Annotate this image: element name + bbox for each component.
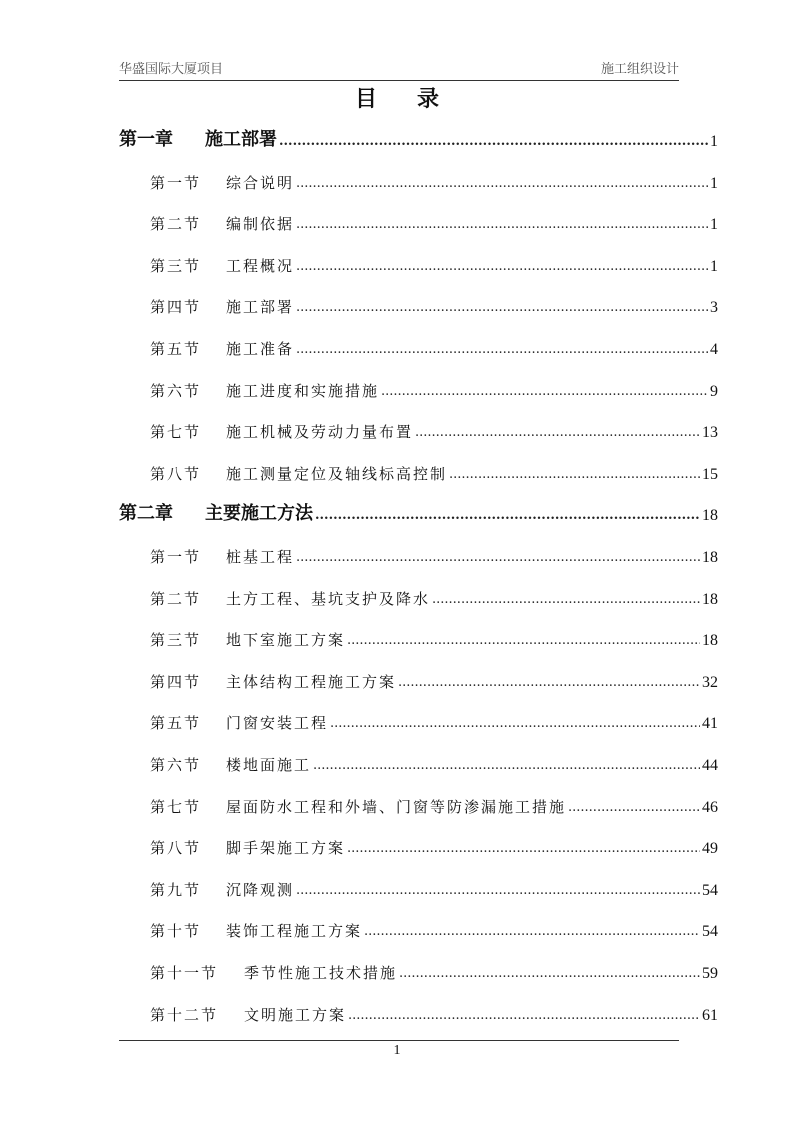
toc-entry-title: 土方工程、基坑支护及降水 [226,589,431,608]
toc-dot-leader [296,218,708,234]
toc-entry-number: 第十一节 [150,964,219,982]
toc-dot-leader [348,1009,700,1025]
toc-dot-leader [347,634,700,650]
toc-entry-page: 54 [702,881,718,899]
toc-chapter-entry[interactable] [119,499,718,525]
toc-dot-leader [330,717,700,733]
toc-entry-number: 第六节 [150,381,202,400]
toc-dot-leader [381,385,708,401]
toc-entry-title: 施工测量定位及轴线标高控制 [226,464,448,483]
toc-entry-title: 施工机械及劳动力量布置 [226,423,414,442]
toc-section-entry[interactable] [150,375,718,401]
toc-section-entry[interactable] [150,666,718,692]
toc-section-entry[interactable] [150,874,718,900]
toc-entry-number: 第八节 [150,464,202,483]
toc-entry-page: 44 [702,757,718,774]
toc-entry-page: 3 [710,299,718,317]
toc-title: 目录 [354,86,479,112]
toc-entry-title: 装饰工程施工方案 [226,922,363,941]
toc-dot-leader [296,301,708,317]
toc-entry-number: 第二章 [119,503,173,525]
header-document-type: 施工组织设计 [600,62,679,77]
toc-dot-leader [449,468,700,484]
toc-entry-number: 第五节 [150,340,202,358]
toc-dot-leader [313,759,700,775]
toc-entry-page: 18 [702,549,718,566]
toc-entry-page: 54 [702,923,718,941]
toc-dot-leader [364,925,700,941]
toc-entry-title: 主体结构工程施工方案 [226,672,397,691]
toc-dot-leader [415,426,700,442]
footer-divider [119,1040,679,1041]
toc-entry-number: 第九节 [150,880,202,899]
toc-entry-number: 第三节 [150,631,202,650]
toc-entry-title: 楼地面施工 [226,756,312,774]
toc-entry-title: 主要施工方法 [205,503,313,525]
toc-section-entry[interactable] [150,208,718,234]
toc-entry-title: 文明施工方案 [244,1005,347,1024]
toc-dot-leader [279,135,708,151]
toc-entry-number: 第七节 [150,423,202,442]
toc-entry-title: 地下室施工方案 [226,631,346,650]
toc-entry-number: 第一章 [119,129,173,150]
toc-dot-leader [347,842,700,858]
toc-entry-page: 46 [702,798,718,816]
toc-entry-page: 1 [710,257,718,275]
toc-entry-number: 第一节 [150,173,202,192]
toc-entry-number: 第四节 [150,298,202,317]
toc-entry-title: 桩基工程 [226,548,295,566]
toc-section-entry[interactable] [150,999,718,1025]
toc-dot-leader [398,676,700,692]
toc-dot-leader [296,551,700,567]
toc-section-entry[interactable] [150,541,718,567]
toc-entry-number: 第二节 [150,215,202,234]
toc-entry-page: 4 [710,341,718,358]
toc-entry-number: 第十节 [150,922,202,941]
toc-chapter-entry[interactable] [119,125,718,151]
toc-section-entry[interactable] [150,832,718,858]
toc-section-entry[interactable] [150,707,718,733]
toc-entry-title: 屋面防水工程和外墙、门窗等防渗漏施工措施 [226,797,567,816]
toc-entry-number: 第十二节 [150,1005,219,1024]
toc-entry-page: 32 [702,673,718,691]
toc-section-entry[interactable] [150,291,718,317]
toc-section-entry[interactable] [150,333,718,359]
toc-entry-title: 综合说明 [226,173,295,192]
toc-dot-leader [399,967,700,983]
toc-dot-leader [296,343,708,359]
toc-section-entry[interactable] [150,250,718,276]
toc-entry-page: 9 [710,382,718,400]
toc-entry-page: 1 [710,133,718,150]
toc-section-entry[interactable] [150,458,718,484]
toc-entry-page: 15 [702,465,718,483]
toc-section-entry[interactable] [150,915,718,941]
toc-entry-number: 第三节 [150,256,202,275]
toc-entry-title: 施工进度和实施措施 [226,381,380,400]
toc-dot-leader [296,884,700,900]
toc-entry-number: 第四节 [150,672,202,691]
toc-entry-page: 18 [702,507,718,525]
toc-section-entry[interactable] [150,791,718,817]
toc-dot-leader [296,177,708,193]
toc-entry-page: 18 [702,632,718,650]
toc-entry-page: 18 [702,590,718,608]
toc-entry-title: 施工部署 [226,298,295,317]
toc-entry-title: 门窗安装工程 [226,714,329,733]
toc-entry-title: 施工准备 [226,340,295,358]
toc-section-entry[interactable] [150,416,718,442]
toc-entry-number: 第二节 [150,589,202,608]
toc-dot-leader [315,509,700,525]
toc-entry-page: 61 [702,1006,718,1024]
toc-entry-number: 第八节 [150,839,202,858]
toc-entry-number: 第五节 [150,714,202,733]
toc-entry-page: 13 [702,424,718,442]
toc-entry-page: 1 [710,174,718,192]
toc-dot-leader [432,593,700,609]
toc-entry-number: 第一节 [150,548,202,566]
toc-entry-number: 第六节 [150,756,202,774]
toc-entry-page: 49 [702,840,718,858]
toc-entry-title: 工程概况 [226,256,295,275]
toc-entry-title: 沉降观测 [226,880,295,899]
toc-entry-title: 施工部署 [205,129,277,150]
toc-section-entry[interactable] [150,749,718,775]
toc-section-entry[interactable] [150,167,718,193]
toc-entry-title: 季节性施工技术措施 [244,964,398,982]
toc-entry-number: 第七节 [150,797,202,816]
toc-section-entry[interactable] [150,624,718,650]
toc-entry-page: 1 [710,216,718,234]
toc-entry-title: 编制依据 [226,215,295,234]
footer-page-number: 1 [393,1043,401,1058]
toc-section-entry[interactable] [150,957,718,983]
toc-entry-title: 脚手架施工方案 [226,839,346,858]
toc-dot-leader [568,801,700,817]
toc-dot-leader [296,260,708,276]
header-project-name: 华盛国际大厦项目 [119,62,224,77]
toc-entry-page: 41 [702,715,718,733]
toc-section-entry[interactable] [150,583,718,609]
toc-entry-page: 59 [702,965,718,982]
